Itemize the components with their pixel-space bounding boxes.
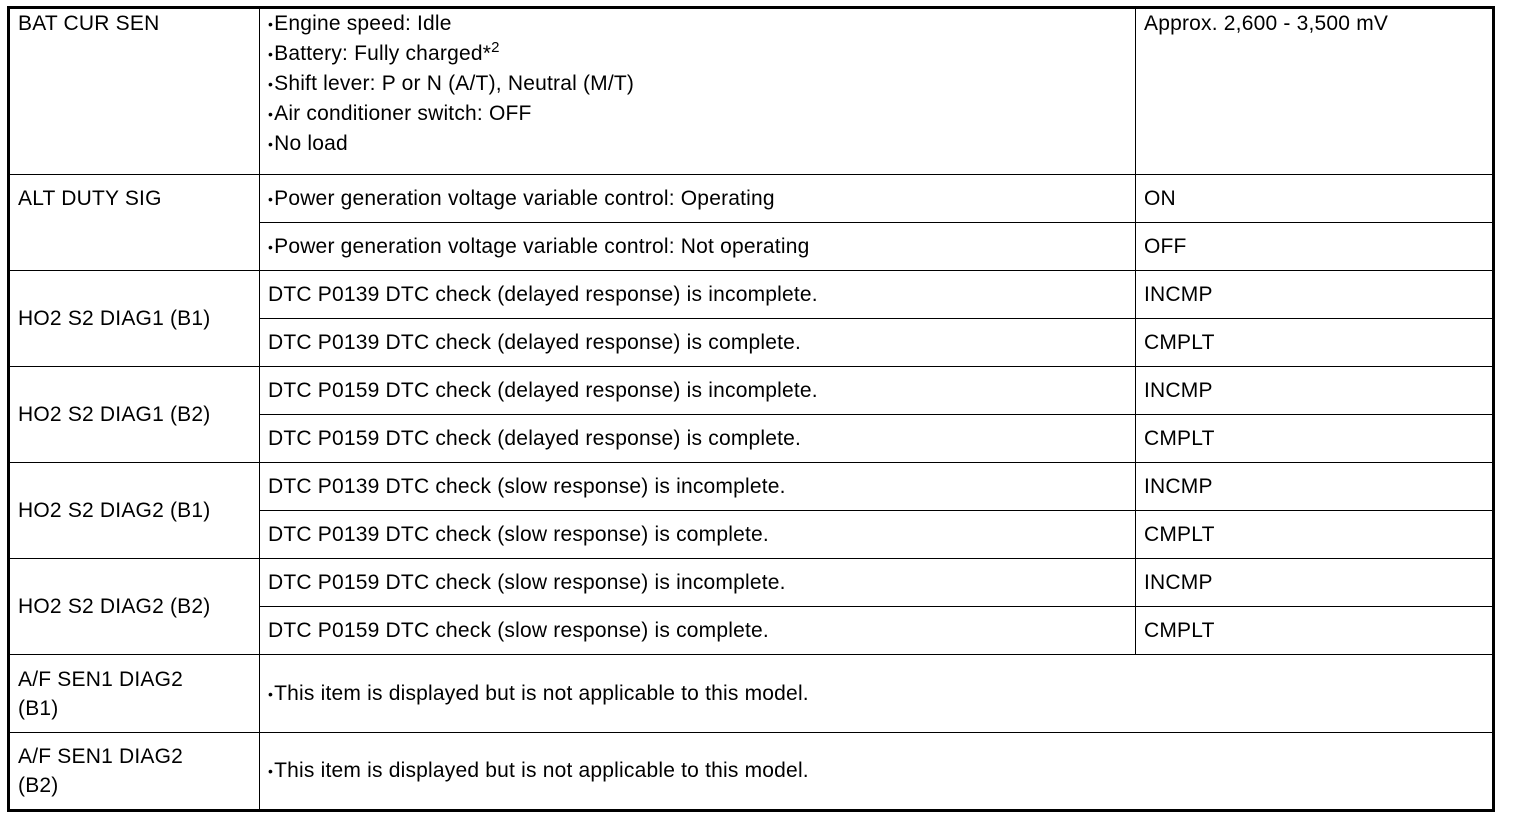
footnote-ref: 2	[491, 39, 500, 56]
item-cell	[9, 559, 260, 655]
condition-cell: •Power generation voltage variable control: Not operating	[260, 223, 1136, 271]
value-cell	[1136, 223, 1494, 271]
item-cell	[9, 733, 260, 811]
bullet-icon: •	[268, 190, 274, 207]
spec-value: CMPLT	[1144, 618, 1215, 642]
spec-value: CMPLT	[1144, 522, 1215, 546]
item-cell	[9, 655, 260, 733]
condition-cell	[260, 8, 1136, 175]
condition-cell: DTC P0159 DTC check (delayed response) is complete.	[260, 415, 1136, 463]
condition-cell: •Power generation voltage variable control: Operating	[260, 175, 1136, 223]
item-name: HO2 S2 DIAG2 (B2)	[18, 594, 211, 618]
item-name: HO2 S2 DIAG1 (B2)	[18, 402, 211, 426]
item-name: HO2 S2 DIAG1 (B1)	[18, 306, 211, 330]
condition-line: •Air conditioner switch: OFF	[268, 99, 1127, 129]
bullet-icon: •	[268, 16, 274, 32]
item-cell	[9, 271, 260, 367]
condition-cell: DTC P0139 DTC check (delayed response) is complete.	[260, 319, 1136, 367]
condition-cell: DTC P0139 DTC check (slow response) is complete.	[260, 511, 1136, 559]
bullet-icon: •	[268, 136, 274, 152]
item-name: A/F SEN1 DIAG2 (B1)	[18, 667, 184, 720]
value-cell	[1136, 271, 1494, 319]
bullet-icon: •	[268, 763, 274, 779]
bullet-icon: •	[268, 106, 274, 122]
value-cell	[1136, 511, 1494, 559]
spec-value: INCMP	[1144, 282, 1213, 306]
condition-cell: DTC P0139 DTC check (delayed response) is incomplete.	[260, 271, 1136, 319]
table-row-af-sen1-diag2-b2	[9, 733, 1494, 811]
table-row-ho2-s2-diag2-b2	[9, 559, 1494, 607]
item-cell	[9, 367, 260, 463]
table-row-alt-duty-sig	[9, 175, 1494, 223]
table-row-ho2-s2-diag1-b1	[9, 271, 1494, 319]
bullet-icon: •	[268, 46, 274, 62]
value-cell	[1136, 367, 1494, 415]
table-row-ho2-s2-diag2-b1	[9, 463, 1494, 511]
spec-value: OFF	[1144, 234, 1187, 258]
value-cell	[1136, 175, 1494, 223]
value-cell	[1136, 415, 1494, 463]
note-cell: •This item is displayed but is not applicable to this model.	[260, 655, 1494, 733]
item-cell	[9, 463, 260, 559]
condition-cell: DTC P0139 DTC check (slow response) is incomplete.	[260, 463, 1136, 511]
table-row-ho2-s2-diag1-b2	[9, 367, 1494, 415]
value-cell	[1136, 319, 1494, 367]
bullet-icon: •	[268, 685, 274, 702]
condition-cell: DTC P0159 DTC check (delayed response) is incomplete.	[260, 367, 1136, 415]
item-name: ALT DUTY SIG	[18, 187, 162, 210]
spec-value: ON	[1144, 186, 1176, 210]
spec-value: CMPLT	[1144, 330, 1215, 354]
value-cell	[1136, 463, 1494, 511]
note-cell: •This item is displayed but is not applicable to this model.	[260, 733, 1494, 811]
item-name: A/F SEN1 DIAG2 (B2)	[18, 745, 184, 797]
condition-line: •Engine speed: Idle	[268, 9, 1127, 39]
item-cell	[9, 175, 260, 271]
condition-cell: DTC P0159 DTC check (slow response) is incomplete.	[260, 559, 1136, 607]
table-row-bat-cur-sen	[9, 8, 1494, 175]
item-cell	[9, 8, 260, 175]
condition-line: •Shift lever: P or N (A/T), Neutral (M/T)	[268, 69, 1127, 99]
value-cell	[1136, 559, 1494, 607]
condition-line: •Battery: Fully charged*$^2$	[268, 39, 1127, 69]
table-row-af-sen1-diag2-b1	[9, 655, 1494, 733]
spec-value: INCMP	[1144, 378, 1213, 402]
item-name: HO2 S2 DIAG2 (B1)	[18, 498, 211, 522]
condition-line: •No load	[268, 129, 1127, 159]
specification-table	[7, 6, 1495, 812]
spec-value: INCMP	[1144, 570, 1213, 594]
spec-value: CMPLT	[1144, 426, 1215, 450]
bullet-icon: •	[268, 238, 274, 255]
value-cell	[1136, 8, 1494, 175]
spec-value: INCMP	[1144, 474, 1213, 498]
value-cell	[1136, 607, 1494, 655]
item-name: BAT CUR SEN	[18, 12, 160, 35]
spec-value: Approx. 2,600 - 3,500 mV	[1144, 12, 1389, 35]
bullet-icon: •	[268, 76, 274, 92]
condition-cell: DTC P0159 DTC check (slow response) is complete.	[260, 607, 1136, 655]
